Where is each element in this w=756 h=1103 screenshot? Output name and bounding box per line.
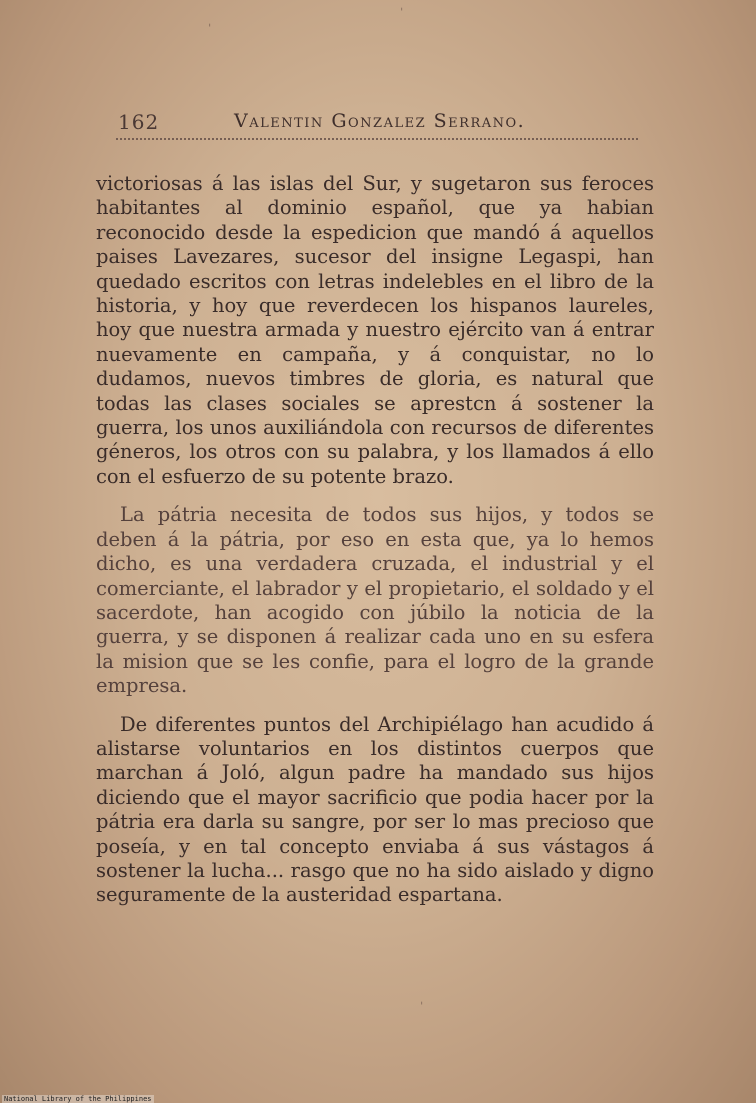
running-head	[118, 110, 640, 140]
header-rule	[116, 138, 638, 140]
body-text	[96, 172, 654, 922]
page-number: 162	[118, 110, 160, 134]
paper-speck: ˌ	[420, 992, 424, 1006]
paragraph-1: victoriosas á las islas del Sur, y sugetaron sus feroces habitantes al dominio español, que ya habian reconocido desde la espedicion que mandó á aquellos paises Lavezares, sucesor del insigne Legaspi, han quedado escritos con letras indelebles en el libro de la historia, y hoy que reverdecen los hispanos laureles, hoy que nuestra armada y nuestro ejército van á entrar nuevamente en campaña, y á conquistar, no lo dudamos, nuevos timbres de gloria, es natural que todas las clases sociales se aprestcn á sostener la guerra, los unos auxiliándola con recursos de diferentes géneros, los otros con su palabra, y los llamados á ello con el esfuerzo de su potente brazo.	[96, 172, 654, 488]
paper-speck: ˈ	[400, 6, 404, 20]
paper-speck: ˌ	[208, 14, 212, 28]
paragraph-2: La pátria necesita de todos sus hijos, y todos se deben á la pátria, por eso en esta que, ya lo hemos dicho, es una verdadera cruzada, el industrial y el comerciante, el labrador y el propietario, el soldado y el sacerdote, han acogido con júbilo la noticia de la guerra, y se disponen á realizar cada uno en su esfera la mision que se les confie, para el logro de la grande empresa.	[96, 503, 654, 698]
paragraph-3: De diferentes puntos del Archipiélago han acudido á alistarse voluntarios en los distintos cuerpos que marchan á Joló, algun padre ha mandado sus hijos diciendo que el mayor sacrificio que podia hacer por la pátria era darla su sangre, por ser lo mas precioso que poseía, y en tal concepto enviaba á sus vástagos á sostener la lucha... rasgo que no ha sido aislado y digno seguramente de la austeridad espartana.	[96, 712, 654, 907]
library-credit: National Library of the Philippines	[4, 1095, 152, 1103]
running-title: Valentin Gonzalez Serrano.	[234, 110, 526, 132]
